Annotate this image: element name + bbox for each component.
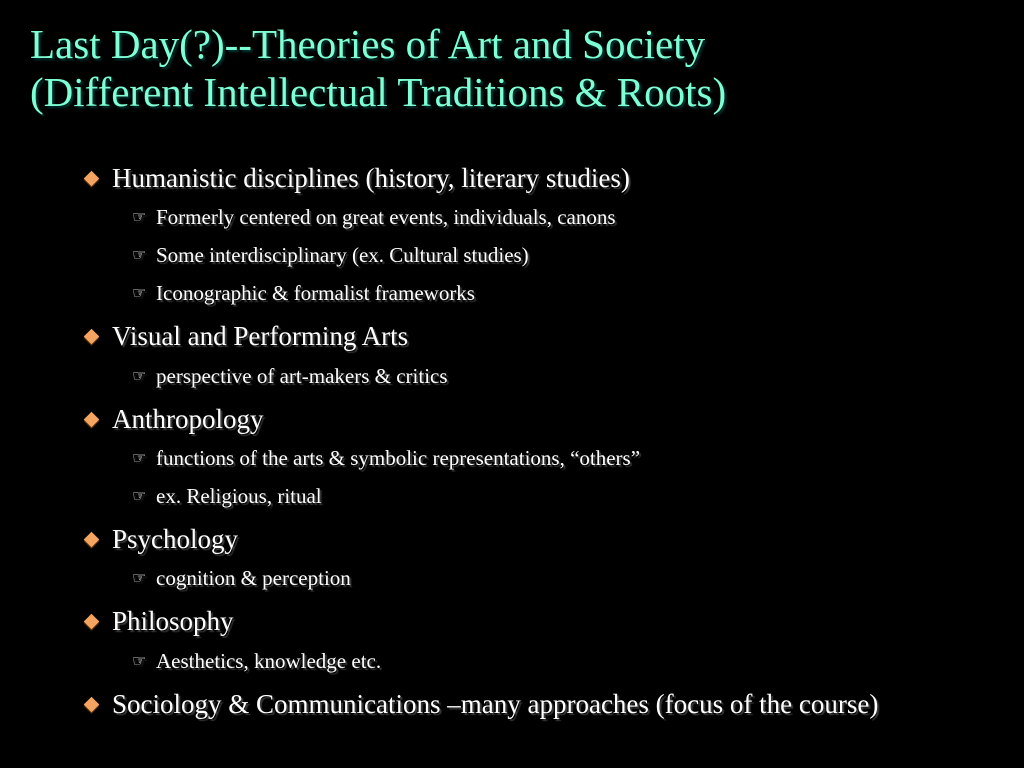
sub-bullet-text: functions of the arts & symbolic representations, “others” bbox=[156, 446, 641, 470]
bullet-text: Humanistic disciplines (history, literary studies) bbox=[112, 163, 630, 193]
sub-bullet-text: cognition & perception bbox=[156, 566, 351, 590]
bullet-text: Philosophy bbox=[112, 606, 234, 636]
sub-bullet bbox=[132, 279, 475, 307]
diamond-bullet-icon bbox=[84, 412, 100, 428]
bullet-humanistic bbox=[112, 160, 630, 196]
diamond-bullet-icon bbox=[84, 697, 100, 713]
sub-bullet bbox=[132, 482, 322, 510]
bullet-philosophy bbox=[112, 603, 234, 639]
title-line-1: Last Day(?)--Theories of Art and Society bbox=[30, 21, 706, 67]
title-line-2: (Different Intellectual Traditions & Roots) bbox=[30, 69, 727, 115]
sub-bullet-text: Aesthetics, knowledge etc. bbox=[156, 649, 382, 673]
sub-bullet-text: Some interdisciplinary (ex. Cultural studies) bbox=[156, 243, 529, 267]
bullet-sociology bbox=[112, 686, 942, 722]
diamond-bullet-icon bbox=[84, 329, 100, 345]
pointing-hand-icon: ☞ bbox=[132, 207, 147, 226]
bullet-psychology bbox=[112, 521, 238, 557]
sub-bullet bbox=[132, 241, 529, 269]
pointing-hand-icon: ☞ bbox=[132, 651, 147, 670]
bullet-text: Psychology bbox=[112, 524, 239, 554]
sub-bullet-text: Iconographic & formalist frameworks bbox=[156, 281, 475, 305]
diamond-bullet-icon bbox=[84, 614, 100, 630]
sub-bullet bbox=[132, 564, 351, 592]
slide-title bbox=[30, 20, 1010, 116]
pointing-hand-icon: ☞ bbox=[132, 366, 147, 385]
bullet-anthropology bbox=[112, 401, 264, 437]
bullet-visual-arts bbox=[112, 318, 408, 354]
pointing-hand-icon: ☞ bbox=[132, 245, 147, 264]
pointing-hand-icon: ☞ bbox=[132, 568, 147, 587]
bullet-text: Anthropology bbox=[112, 404, 264, 434]
pointing-hand-icon: ☞ bbox=[132, 448, 147, 467]
sub-bullet bbox=[132, 362, 448, 390]
pointing-hand-icon: ☞ bbox=[132, 283, 147, 302]
sub-bullet bbox=[132, 444, 641, 472]
sub-bullet-text: perspective of art-makers & critics bbox=[156, 364, 448, 388]
sub-bullet bbox=[132, 647, 382, 675]
sub-bullet-text: Formerly centered on great events, individuals, canons bbox=[156, 205, 616, 229]
bullet-text: Sociology & Communications –many approaches (focus of the course) bbox=[112, 689, 879, 719]
bullet-text: Visual and Performing Arts bbox=[112, 321, 409, 351]
pointing-hand-icon: ☞ bbox=[132, 486, 147, 505]
sub-bullet bbox=[132, 203, 616, 231]
sub-bullet-text: ex. Religious, ritual bbox=[156, 484, 322, 508]
diamond-bullet-icon bbox=[84, 532, 100, 548]
diamond-bullet-icon bbox=[84, 171, 100, 187]
